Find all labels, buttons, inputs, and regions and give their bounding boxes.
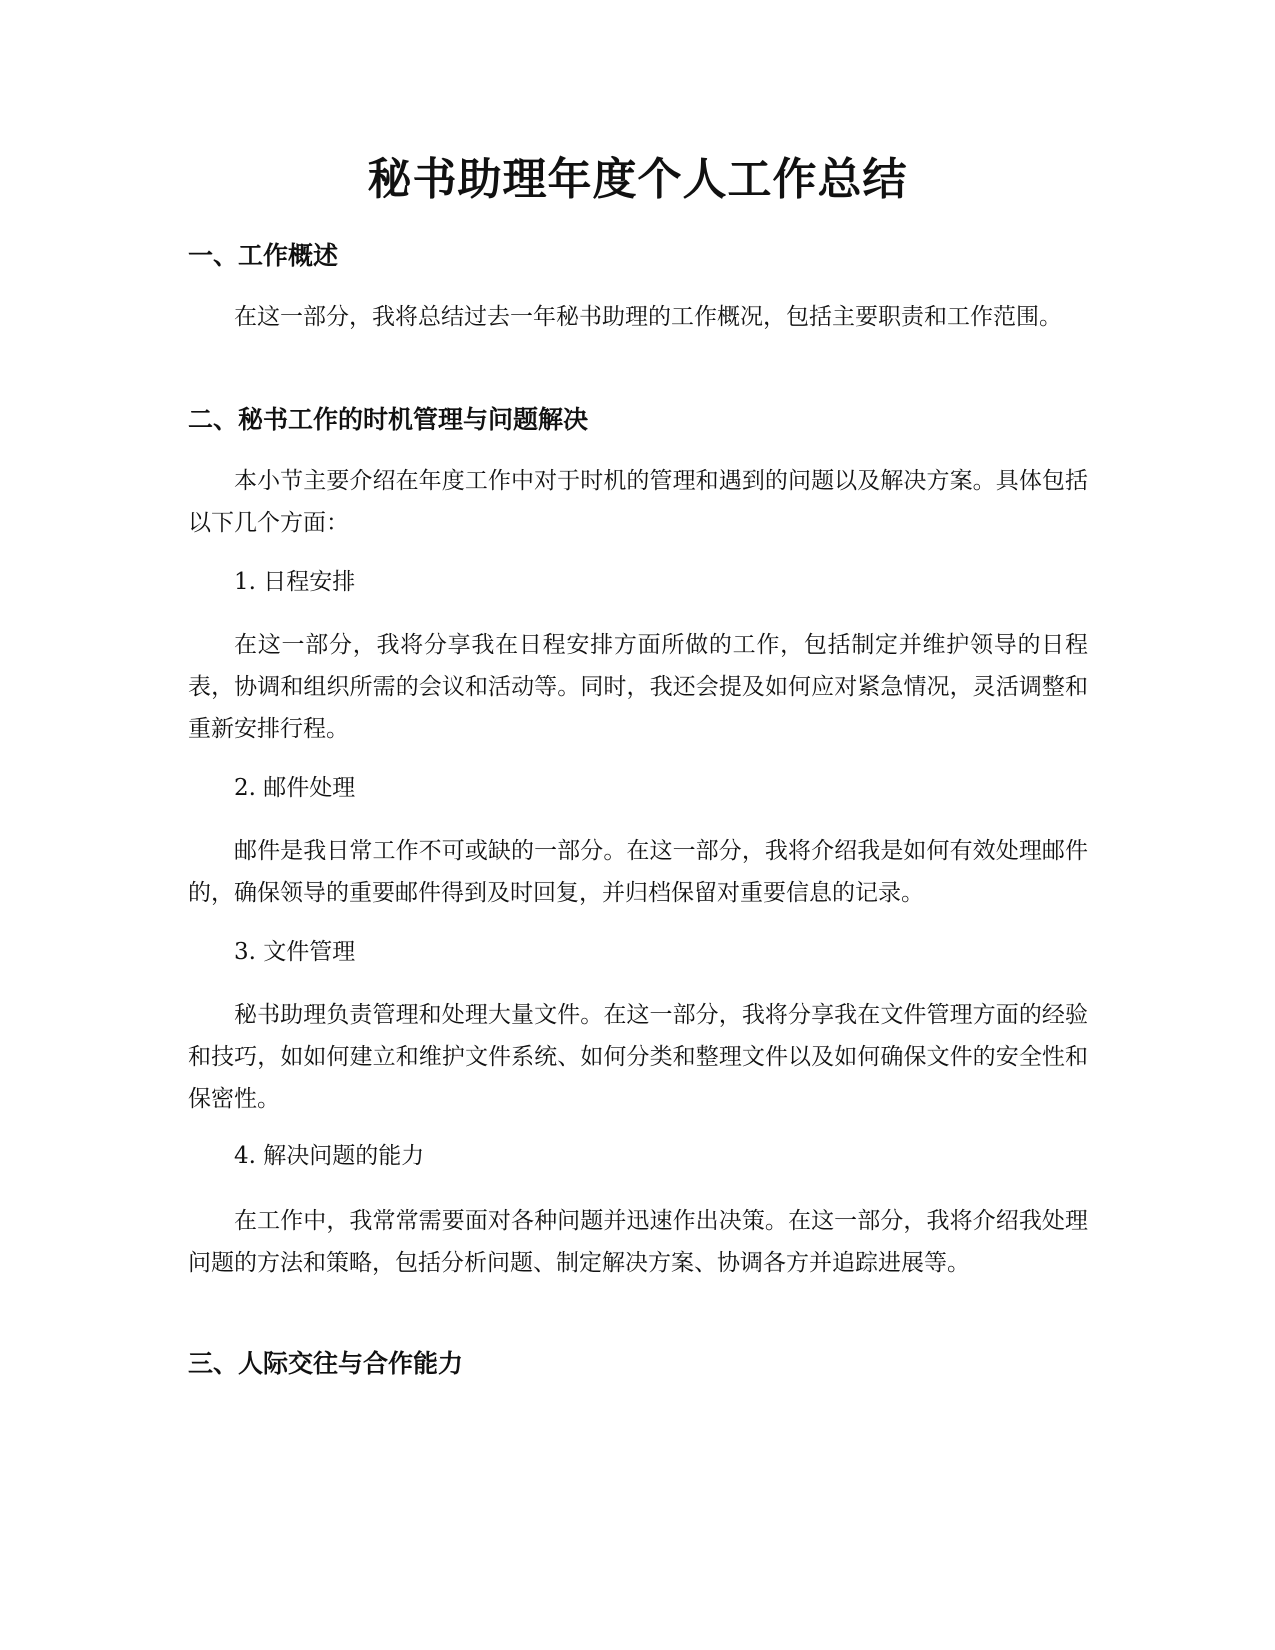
item-label-schedule: 1. 日程安排 [234,569,356,595]
section-heading-time-management: 二、秘书工作的时机管理与问题解决 [188,405,589,434]
item-paragraph-files: 秘书助理负责管理和处理大量文件。在这一部分，我将分享我在文件管理方面的经验和技巧，如如何建立和维护文件系统、如何分类和整理文件以及如何确保文件的安全性和保密性。 [188,1002,1088,1112]
section-heading-overview: 一、工作概述 [188,241,339,270]
item-paragraph-email: 邮件是我日常工作不可或缺的一部分。在这一部分，我将介绍我是如何有效处理邮件的，确保领导的重要邮件得到及时回复，并归档保留对重要信息的记录。 [188,838,1088,906]
item-label-files: 3. 文件管理 [234,939,356,965]
item-label-email: 2. 邮件处理 [234,775,356,801]
section-paragraph-overview: 在这一部分，我将总结过去一年秘书助理的工作概况，包括主要职责和工作范围。 [234,304,1062,330]
section-paragraph-time-management: 本小节主要介绍在年度工作中对于时机的管理和遇到的问题以及解决方案。具体包括以下几个方面： [188,468,1088,536]
item-label-problem-solving: 4. 解决问题的能力 [234,1143,425,1169]
item-paragraph-schedule: 在这一部分，我将分享我在日程安排方面所做的工作，包括制定并维护领导的日程表，协调和组织所需的会议和活动等。同时，我还会提及如何应对紧急情况，灵活调整和重新安排行程。 [188,632,1088,742]
document-title: 秘书助理年度个人工作总结 [367,154,908,205]
item-paragraph-problem-solving: 在工作中，我常常需要面对各种问题并迅速作出决策。在这一部分，我将介绍我处理问题的方法和策略，包括分析问题、制定解决方案、协调各方并追踪进展等。 [188,1208,1088,1276]
section-heading-interpersonal: 三、人际交往与合作能力 [188,1349,464,1378]
